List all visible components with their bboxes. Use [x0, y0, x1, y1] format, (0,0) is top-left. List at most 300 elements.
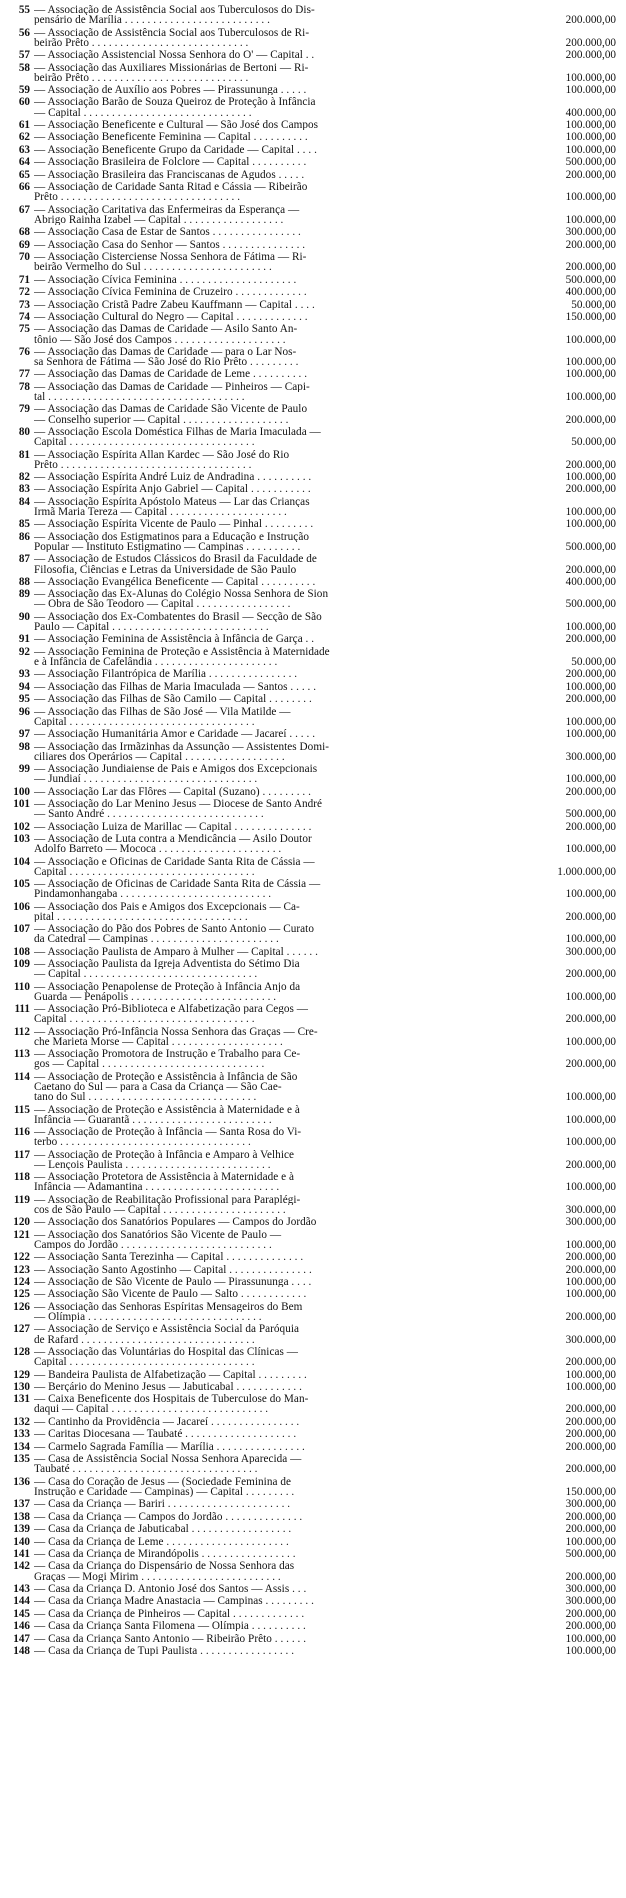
- entry-description-line: — Casa da Criança — Bariri . . . . . . . . . . . . . . . . . . . . . .: [34, 1499, 291, 1510]
- entry-description: [34, 1302, 514, 1322]
- entry-description-line: beirão Prêto . . . . . . . . . . . . . . . . . . . . . . . . . . . .: [34, 72, 249, 83]
- entry-amount: 100.000,00: [565, 191, 616, 204]
- entry-description: [34, 324, 514, 344]
- entry-description-line: — Associação de Caridade Santa Ritad e Cássia — Ribeirão: [34, 182, 308, 193]
- entry-amount: 100.000,00: [565, 391, 616, 403]
- entry-description-line: Irmã Maria Tereza — Capital . . . . . . . . . . . . . . . . . . . . .: [34, 507, 287, 518]
- list-item: [0, 982, 626, 1002]
- entry-description-line: — Associação de Luta contra a Mendicância — Asilo Doutor: [34, 834, 312, 845]
- entry-description: [34, 450, 514, 470]
- entry-description-line: beirão Prêto . . . . . . . . . . . . . . . . . . . . . . . . . . . .: [34, 37, 249, 48]
- entry-amount: 200.000,00: [565, 693, 616, 706]
- list-item: [0, 532, 626, 552]
- entry-description: [34, 1049, 514, 1069]
- entry-description: [34, 799, 514, 819]
- list-item: [0, 1004, 626, 1024]
- entry-number: 64: [18, 156, 30, 169]
- list-item: [0, 1027, 626, 1047]
- entry-description-line: — Associação de Oficinas de Caridade Santa Rita de Cássia —: [34, 879, 321, 890]
- entry-description: [34, 132, 514, 142]
- list-item: [0, 275, 626, 285]
- entry-number: 147: [13, 1632, 30, 1645]
- entry-amount: 150.000,00: [565, 310, 616, 323]
- entry-description-line: — Associação de Proteção e Assistência à Maternidade e à: [34, 1104, 300, 1115]
- entry-description-line: — Associação Beneficente Grupo da Caridade — Capital . . . .: [34, 144, 317, 155]
- entry-number: 87: [18, 553, 30, 566]
- entry-amount: 300.000,00: [565, 1203, 616, 1216]
- list-item: [0, 1049, 626, 1069]
- entry-number: 110: [13, 980, 30, 993]
- entry-description-line: — Associação Pró-Infância Nossa Senhora das Graças — Cre-: [34, 1026, 318, 1037]
- entry-description-line: — Associação das Irmãzinhas da Assunção — Assistentes Domi-: [34, 741, 330, 752]
- entry-number: 112: [13, 1025, 30, 1038]
- entry-number: 106: [13, 900, 30, 913]
- list-item: [0, 182, 626, 202]
- entry-amount: 100.000,00: [565, 621, 616, 633]
- entry-number: 100: [13, 785, 30, 798]
- list-item: [0, 589, 626, 609]
- entry-amount: 200.000,00: [565, 1510, 616, 1523]
- entry-amount: 50.000,00: [571, 298, 616, 311]
- list-item: [0, 902, 626, 922]
- list-item: [0, 1584, 626, 1594]
- entry-description: [34, 634, 514, 644]
- entry-number: 71: [18, 273, 30, 286]
- entry-description-line: Graças — Mogi Mirim . . . . . . . . . . . . . . . . . . . . . . . . .: [34, 1571, 281, 1582]
- entry-description-line: — Associação Brasileira das Franciscanas de Agudos . . . . .: [34, 169, 305, 180]
- entry-description: [34, 669, 514, 679]
- entry-description: [34, 1277, 514, 1287]
- entry-amount: 200.000,00: [565, 785, 616, 798]
- entry-description: [34, 5, 514, 25]
- entry-number: 63: [18, 143, 30, 156]
- entry-number: 78: [18, 380, 30, 393]
- list-item: [0, 1394, 626, 1414]
- entry-description-line: — Associação Espírita André Luiz de Andradina . . . . . . . . . .: [34, 472, 312, 483]
- entry-description: [34, 300, 514, 310]
- entry-amount: 100.000,00: [565, 518, 616, 531]
- list-item: [0, 382, 626, 402]
- entry-description-line: — Associação Paulista da Igreja Adventista do Sétimo Dia: [34, 959, 300, 970]
- entry-number: 143: [13, 1583, 30, 1595]
- entry-amount: 200.000,00: [565, 238, 616, 251]
- entry-amount: 200.000,00: [565, 1013, 616, 1026]
- entry-description-line: — Olímpia . . . . . . . . . . . . . . . . . . . . . . . . . . . . . . .: [34, 1312, 262, 1323]
- list-item: [0, 554, 626, 574]
- list-item: [0, 132, 626, 142]
- entry-number: 104: [13, 855, 30, 868]
- entry-description-line: — Associação das Auxiliares Missionárias de Bertoni — Ri-: [34, 62, 309, 73]
- entry-number: 92: [18, 645, 30, 658]
- entry-amount: 200.000,00: [565, 1058, 616, 1071]
- list-item: [0, 450, 626, 470]
- entry-number: 99: [18, 763, 30, 776]
- entry-description: [34, 742, 514, 762]
- list-item: [0, 50, 626, 60]
- entry-description: [34, 1324, 514, 1344]
- entry-number: 66: [18, 181, 30, 194]
- entry-description: [34, 1217, 514, 1227]
- entry-amount: 200.000,00: [565, 168, 616, 181]
- list-item: [0, 959, 626, 979]
- entry-number: 91: [18, 633, 30, 646]
- entry-description-line: — Casa da Criança de Pinheiros — Capital . . . . . . . . . . . . .: [34, 1608, 305, 1619]
- entry-amount: 300.000,00: [565, 750, 616, 763]
- entry-description: [34, 1289, 514, 1299]
- entry-number: 88: [18, 575, 30, 588]
- list-item: [0, 97, 626, 117]
- entry-description: [34, 577, 514, 587]
- list-item: [0, 1324, 626, 1344]
- entry-description: [34, 1265, 514, 1275]
- list-item: [0, 497, 626, 517]
- entry-amount: 100.000,00: [565, 990, 616, 1003]
- entry-description-line: — Associação das Filhas de São José — Vila Matilde —: [34, 706, 291, 717]
- entry-number: 119: [13, 1193, 30, 1206]
- list-item: [0, 1072, 626, 1102]
- entry-description-line: — Associação Espírita Apóstolo Mateus — Lar das Crianças: [34, 496, 310, 507]
- entry-number: 115: [13, 1103, 30, 1116]
- list-item: [0, 484, 626, 494]
- entry-amount: 300.000,00: [565, 1333, 616, 1346]
- entry-amount: 200.000,00: [565, 668, 616, 681]
- entry-description: [34, 227, 514, 237]
- entry-description-line: — Casa da Criança do Dispensário de Nossa Senhora das: [34, 1561, 295, 1572]
- entry-description: [34, 694, 514, 704]
- entry-description-line: — Associação Humanitária Amor e Caridade — Jacareí . . . . .: [34, 729, 316, 740]
- entry-description: [34, 85, 514, 95]
- entry-description-line: — Associação dos Sanatórios São Vicente de Paulo —: [34, 1229, 282, 1240]
- entry-amount: 200.000,00: [565, 261, 616, 274]
- entry-number: 95: [18, 693, 30, 706]
- list-item: [0, 924, 626, 944]
- entry-description-line: — Caritas Diocesana — Taubaté . . . . . . . . . . . . . . . . . . . .: [34, 1429, 297, 1440]
- entry-number: 144: [13, 1595, 30, 1608]
- entry-number: 82: [18, 471, 30, 484]
- entry-description: [34, 1549, 514, 1559]
- entry-number: 111: [14, 1003, 30, 1016]
- entry-description-line: Campos do Jordão . . . . . . . . . . . . . . . . . . . . . . . . . . .: [34, 1239, 272, 1250]
- entry-number: 56: [18, 26, 30, 39]
- entry-description-line: — Associação Feminina de Assistência à Infância de Garça . .: [34, 634, 315, 645]
- entry-amount: 100.000,00: [565, 1368, 616, 1381]
- entry-number: 69: [18, 238, 30, 251]
- entry-description-line: — Associação Cívica Feminina de Cruzeiro . . . . . . . . . . . . .: [34, 287, 307, 298]
- entry-description: [34, 1195, 514, 1215]
- entry-amount: 200.000,00: [565, 1311, 616, 1323]
- entry-amount: 300.000,00: [565, 1216, 616, 1229]
- entry-description-line: Taubaté . . . . . . . . . . . . . . . . . . . . . . . . . . . . . . . . .: [34, 1464, 258, 1475]
- entry-description-line: — Associação de Estudos Clássicos do Brasil da Faculdade de: [34, 554, 317, 565]
- entry-amount: 1.000.000,00: [557, 865, 616, 878]
- entry-amount: 100.000,00: [565, 1113, 616, 1126]
- entry-description-line: — Obra de São Teodoro — Capital . . . . . . . . . . . . . . . . .: [34, 599, 291, 610]
- entry-number: 65: [18, 168, 30, 181]
- entry-description: [34, 120, 514, 130]
- entry-description: [34, 240, 514, 250]
- entry-amount: 200.000,00: [565, 483, 616, 496]
- entry-amount: 100.000,00: [565, 1276, 616, 1289]
- entry-description-line: — Casa da Criança de Mirandópolis . . . . . . . . . . . . . . . . .: [34, 1549, 296, 1560]
- entry-number: 145: [13, 1607, 30, 1620]
- entry-description-line: — Associação Santo Agostinho — Capital . . . . . . . . . . . . . . .: [34, 1264, 312, 1275]
- entry-description: [34, 252, 514, 272]
- list-item: [0, 1370, 626, 1380]
- entry-description-line: — Associação Casa de Estar de Santos . . . . . . . . . . . . . . . .: [34, 227, 301, 238]
- entry-amount: 100.000,00: [565, 333, 616, 346]
- list-item: [0, 324, 626, 344]
- entry-description-line: — Associação das Ex-Alunas do Colégio Nossa Senhora de Sion: [34, 589, 329, 600]
- entry-description: [34, 1105, 514, 1125]
- entry-description: [34, 959, 514, 979]
- entry-number: 132: [13, 1415, 30, 1428]
- entry-amount: 300.000,00: [565, 226, 616, 239]
- list-item: [0, 1265, 626, 1275]
- list-item: [0, 519, 626, 529]
- entry-description: [34, 1072, 514, 1102]
- entry-description: [34, 170, 514, 180]
- entry-number: 58: [18, 61, 30, 74]
- entry-amount: 100.000,00: [565, 131, 616, 144]
- list-item: [0, 634, 626, 644]
- entry-amount: 500.000,00: [565, 540, 616, 553]
- list-item: [0, 729, 626, 739]
- entry-description-line: — Casa da Criança de Tupi Paulista . . . . . . . . . . . . . . . . .: [34, 1646, 295, 1657]
- entry-amount: 100.000,00: [565, 356, 616, 369]
- entry-description-line: — Associação do Pão dos Pobres de Santo Antonio — Curato: [34, 924, 314, 935]
- list-item: [0, 1512, 626, 1522]
- entry-amount: 100.000,00: [565, 1535, 616, 1548]
- entry-description-line: — Associação Caritativa das Enfermeiras da Esperança —: [34, 204, 300, 215]
- entry-description: [34, 369, 514, 379]
- entry-number: 60: [18, 96, 30, 109]
- entry-amount: 50.000,00: [571, 655, 616, 668]
- list-item: [0, 1217, 626, 1227]
- entry-description-line: tônio — São José dos Campos . . . . . . . . . . . . . . . . . . . .: [34, 334, 286, 345]
- entry-description: [34, 1646, 514, 1656]
- entry-description-line: — Associação dos Ex-Combatentes do Brasil — Secção de São: [34, 611, 322, 622]
- entry-description-line: — Associação Feminina de Proteção e Assistência à Maternidade: [34, 646, 330, 657]
- entry-description-line: Capital . . . . . . . . . . . . . . . . . . . . . . . . . . . . . . . . .: [34, 1357, 255, 1368]
- list-item: [0, 742, 626, 762]
- entry-description-line: — Associação de Proteção à Infância — Santa Rosa do Vi-: [34, 1127, 302, 1138]
- entry-description-line: — Associação Cívica Feminina . . . . . . . . . . . . . . . . . . . . .: [34, 274, 297, 285]
- entry-number: 146: [13, 1620, 30, 1633]
- entry-description: [34, 682, 514, 692]
- entry-amount: 200.000,00: [565, 1415, 616, 1428]
- entry-amount: 100.000,00: [565, 1288, 616, 1301]
- entry-description-line: — Associação das Damas de Caridade — Pinheiros — Capi-: [34, 381, 310, 392]
- entry-description-line: — Associação Pró-Biblioteca e Alfabetização para Cegos —: [34, 1004, 309, 1015]
- entry-number: 77: [18, 368, 30, 381]
- entry-description-line: — Associação Assistencial Nossa Senhora do O' — Capital . .: [34, 50, 315, 61]
- entry-number: 134: [13, 1440, 30, 1453]
- entry-description-line: — Associação Protetora de Assistência à Maternidade e à: [34, 1172, 294, 1183]
- list-item: [0, 347, 626, 367]
- entry-number: 85: [18, 518, 30, 531]
- entry-description-line: — Bandeira Paulista de Alfabetização — Capital . . . . . . . . .: [34, 1369, 307, 1380]
- entry-amount: 100.000,00: [565, 506, 616, 518]
- entry-description: [34, 834, 514, 854]
- entry-description: [34, 472, 514, 482]
- entry-description-line: — Associação Penapolense de Proteção à Infância Anjo da: [34, 981, 301, 992]
- entry-amount: 200.000,00: [565, 1570, 616, 1583]
- entry-number: 57: [18, 49, 30, 62]
- list-item: [0, 764, 626, 784]
- list-item: [0, 472, 626, 482]
- list-item: [0, 799, 626, 819]
- entry-description-line: — Conselho superior — Capital . . . . . . . . . . . . . . . . . . .: [34, 414, 289, 425]
- entry-amount: 100.000,00: [565, 933, 616, 946]
- entry-description-line: sa Senhora de Fátima — São José do Rio Prêto . . . . . . . . .: [34, 357, 299, 368]
- entry-description-line: — Associação das Damas de Caridade São Vicente de Paulo: [34, 404, 308, 415]
- list-item: [0, 1621, 626, 1631]
- entry-description: [34, 1252, 514, 1262]
- entry-number: 73: [18, 298, 30, 311]
- entry-number: 94: [18, 680, 30, 693]
- entry-description-line: cos de São Paulo — Capital . . . . . . . . . . . . . . . . . . . . . .: [34, 1204, 286, 1215]
- list-item: [0, 1537, 626, 1547]
- list-item: [0, 669, 626, 679]
- entry-description-line: — Associação de Reabilitação Profissional para Paraplégi-: [34, 1194, 301, 1205]
- entry-description-line: pital . . . . . . . . . . . . . . . . . . . . . . . . . . . . . . . . . .: [34, 911, 248, 922]
- entry-amount: 100.000,00: [565, 84, 616, 97]
- entry-number: 128: [13, 1345, 30, 1358]
- entry-description: [34, 1429, 514, 1439]
- entry-description-line: — Associação de Proteção à Infância e Amparo à Velhice: [34, 1149, 295, 1160]
- entry-description: [34, 1027, 514, 1047]
- list-item: [0, 227, 626, 237]
- entry-amount: 500.000,00: [565, 598, 616, 611]
- entry-description: [34, 1370, 514, 1380]
- entry-amount: 400.000,00: [565, 106, 616, 119]
- entry-description-line: — Associação e Oficinas de Caridade Santa Rita de Cássia —: [34, 856, 315, 867]
- list-item: [0, 879, 626, 899]
- list-item: [0, 1524, 626, 1534]
- entry-amount: 400.000,00: [565, 286, 616, 299]
- entry-number: 141: [13, 1548, 30, 1561]
- entry-description-line: Capital . . . . . . . . . . . . . . . . . . . . . . . . . . . . . . . . .: [34, 866, 255, 877]
- entry-description-line: — Cantinho da Providência — Jacareí . . . . . . . . . . . . . . . .: [34, 1416, 300, 1427]
- entry-description: [34, 822, 514, 832]
- entry-description: [34, 497, 514, 517]
- list-item: [0, 647, 626, 667]
- list-item: [0, 300, 626, 310]
- entry-number: 75: [18, 323, 30, 336]
- list-item: [0, 834, 626, 854]
- entry-number: 120: [13, 1216, 30, 1229]
- entry-description: [34, 1596, 514, 1606]
- entry-description-line: — Associação Paulista de Amparo à Mulher — Capital . . . . . .: [34, 946, 318, 957]
- entry-description-line: — Associação Cisterciense Nossa Senhora de Fátima — Ri-: [34, 252, 307, 263]
- entry-description: [34, 145, 514, 155]
- entry-amount: 500.000,00: [565, 808, 616, 821]
- entry-amount: 200.000,00: [565, 563, 616, 576]
- list-item: [0, 577, 626, 587]
- entry-description-line: terbo . . . . . . . . . . . . . . . . . . . . . . . . . . . . . . . . . .: [34, 1137, 251, 1148]
- entry-description-line: — Casa da Criança de Leme . . . . . . . . . . . . . . . . . . . . . .: [34, 1536, 289, 1547]
- entry-description-line: — Associação Beneficente e Cultural — São José dos Campos: [34, 120, 319, 131]
- list-item: [0, 1277, 626, 1287]
- entry-number: 109: [13, 958, 30, 971]
- entry-description: [34, 1512, 514, 1522]
- list-item: [0, 1442, 626, 1452]
- list-item: [0, 1454, 626, 1474]
- entry-number: 126: [13, 1300, 30, 1313]
- entry-amount: 200.000,00: [565, 633, 616, 646]
- entry-amount: 200.000,00: [565, 820, 616, 833]
- entry-description-line: — Associação Lar das Flôres — Capital (Suzano) . . . . . . . . .: [34, 786, 311, 797]
- entry-description-line: che Marieta Morse — Capital . . . . . . . . . . . . . . . . . . . .: [34, 1036, 283, 1048]
- entry-description: [34, 1561, 514, 1581]
- entry-number: 76: [18, 345, 30, 358]
- entry-description-line: Abrigo Rainha Izabel — Capital . . . . . . . . . . . . . . . . . .: [34, 214, 284, 225]
- entry-description: [34, 589, 514, 609]
- entry-number: 125: [13, 1288, 30, 1301]
- entry-description-line: — Associação de Assistência Social aos Tuberculosos de Ri-: [34, 27, 310, 38]
- list-item: [0, 1477, 626, 1497]
- list-item: [0, 1596, 626, 1606]
- entry-description: [34, 1150, 514, 1170]
- entry-description: [34, 427, 514, 447]
- entry-description-line: — Associação Evangélica Beneficente — Capital . . . . . . . . . .: [34, 576, 316, 588]
- entry-number: 89: [18, 588, 30, 601]
- list-item: [0, 1252, 626, 1262]
- list-item: [0, 252, 626, 272]
- entry-number: 124: [13, 1276, 30, 1289]
- entry-description-line: gos — Capital . . . . . . . . . . . . . . . . . . . . . . . . . . . . .: [34, 1059, 265, 1070]
- entry-description-line: Instrução e Caridade — Campinas) — Capital . . . . . . . . .: [34, 1486, 295, 1497]
- entry-amount: 100.000,00: [565, 471, 616, 484]
- entry-description-line: ciliares dos Operários — Capital . . . . . . . . . . . . . . . . . .: [34, 751, 285, 762]
- entry-description-line: Adolfo Barreto — Mococa . . . . . . . . . . . . . . . . . . . . . .: [34, 844, 282, 855]
- entry-description-line: Infância — Guarantã . . . . . . . . . . . . . . . . . . . . . . . . .: [34, 1114, 272, 1125]
- entry-description-line: — Associação Jundiaiense de Pais e Amigos dos Excepcionais: [34, 764, 318, 775]
- entry-description-line: beirão Vermelho do Sul . . . . . . . . . . . . . . . . . . . . . . .: [34, 262, 272, 273]
- list-item: [0, 312, 626, 322]
- entry-number: 102: [13, 820, 30, 833]
- entry-amount: 200.000,00: [565, 1607, 616, 1620]
- entry-description-line: — Carmelo Sagrada Família — Marília . . . . . . . . . . . . . . . .: [34, 1441, 305, 1452]
- list-item: [0, 947, 626, 957]
- entry-description-line: — Capital . . . . . . . . . . . . . . . . . . . . . . . . . . . . . .: [34, 107, 252, 118]
- list-item: [0, 787, 626, 797]
- entry-description: [34, 97, 514, 117]
- entry-description-line: da Catedral — Campinas . . . . . . . . . . . . . . . . . . . . . . .: [34, 934, 279, 945]
- list-item: [0, 145, 626, 155]
- entry-description-line: — Associação Barão de Souza Queiroz de Proteção à Infância: [34, 97, 316, 108]
- entry-number: 98: [18, 740, 30, 753]
- entry-description: [34, 982, 514, 1002]
- entry-description: [34, 63, 514, 83]
- entry-description: [34, 1442, 514, 1452]
- list-item: [0, 1347, 626, 1367]
- list-item: [0, 1634, 626, 1644]
- entry-number: 122: [13, 1251, 30, 1264]
- list-item: [0, 240, 626, 250]
- entry-description-line: Guarda — Penápolis . . . . . . . . . . . . . . . . . . . . . . . . . .: [34, 991, 277, 1002]
- entry-description: [34, 1230, 514, 1250]
- entry-description-line: — Associação Espírita Anjo Gabriel — Capital . . . . . . . . . . .: [34, 484, 311, 495]
- entry-amount: 100.000,00: [565, 1181, 616, 1194]
- entry-amount: 150.000,00: [565, 1485, 616, 1498]
- entry-description: [34, 707, 514, 727]
- entry-description-line: — Casa da Criança Madre Anastacia — Campinas . . . . . . . . .: [34, 1596, 314, 1607]
- entry-description: [34, 947, 514, 957]
- entry-amount: 100.000,00: [565, 143, 616, 156]
- entry-amount: 100.000,00: [565, 1136, 616, 1149]
- entry-amount: 300.000,00: [565, 1583, 616, 1595]
